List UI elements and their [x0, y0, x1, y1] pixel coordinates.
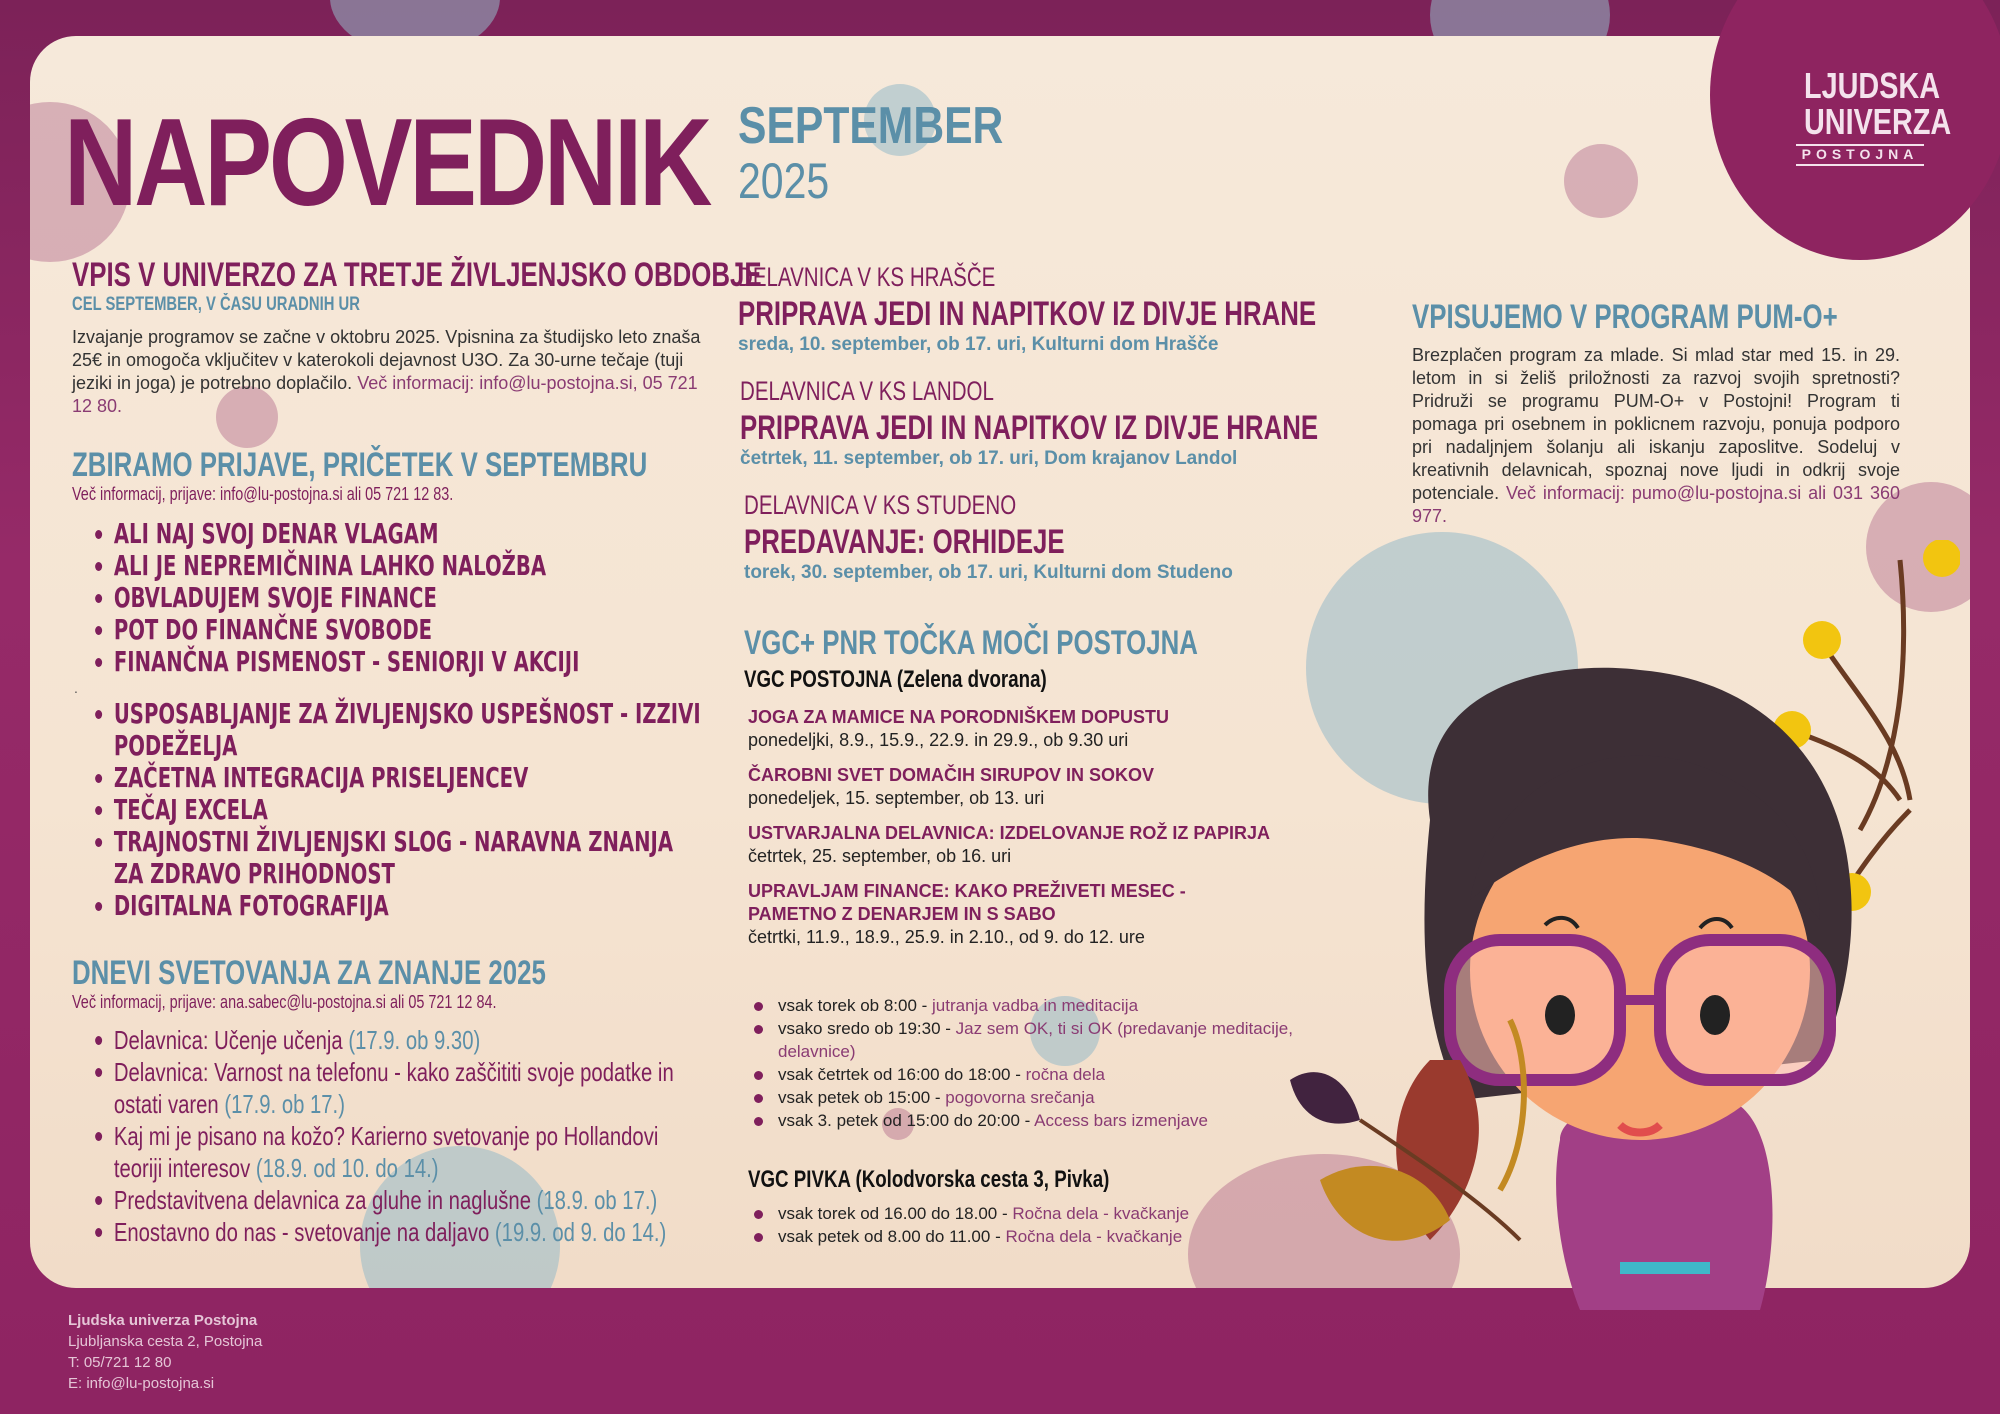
svetovanja-list: [92, 1024, 685, 1248]
ks-title: PREDAVANJE: ORHIDEJE: [744, 523, 1065, 561]
list-item: Delavnica: Učenje učenja (17.9. ob 9.30): [92, 1024, 685, 1056]
pumo-title: VPISUJEMO V PROGRAM PUM-O+: [1412, 298, 1838, 336]
list-item: ZAČETNA INTEGRACIJA PRISELJENCEV: [92, 762, 701, 794]
logo-line2: UNIVERZA: [1804, 101, 1952, 142]
list-item: vsak petek ob 15:00 - pogovorna srečanja: [750, 1086, 1310, 1109]
list-separator-dot: .: [74, 680, 78, 696]
ks-when: četrtek, 11. september, ob 17. uri, Dom krajanov Landol: [740, 448, 1238, 469]
list-item: TRAJNOSTNI ŽIVLJENJSKI SLOG - NARAVNA ZNANJA ZA ZDRAVO PRIHODNOST: [92, 826, 701, 890]
list-item: TEČAJ EXCELA: [92, 794, 701, 826]
logo: [1790, 65, 1952, 166]
vgc-postojna-heading: VGC POSTOJNA (Zelena dvorana): [744, 666, 1047, 693]
list-item: vsak torek ob 8:00 - jutranja vadba in meditacija: [750, 994, 1310, 1017]
list-item: Kaj mi je pisano na kožo? Karierno svetovanje po Hollandovi teoriji interesov (18.9. od 10. do 14.): [92, 1120, 685, 1184]
logo-line1: LJUDSKA: [1804, 65, 1941, 106]
pumo-text: [1412, 344, 1900, 528]
list-item: ALI JE NEPREMIČNINA LAHKO NALOŽBA: [92, 550, 579, 582]
list-item: POT DO FINANČNE SVOBODE: [92, 614, 579, 646]
list-item: vsak 3. petek od 15:00 do 20:00 - Access bars izmenjave: [750, 1109, 1310, 1132]
vgc-pivka-list: [750, 1202, 1310, 1248]
list-item: FINANČNA PISMENOST - SENIORJI V AKCIJI: [92, 646, 579, 678]
list-item: Delavnica: Varnost na telefonu - kako zaščititi svoje podatke in ostati varen (17.9. ob 17.): [92, 1056, 685, 1120]
svetovanja-title: DNEVI SVETOVANJA ZA ZNANJE 2025: [72, 954, 546, 992]
footer: [68, 1310, 262, 1394]
ks-studeno: [744, 490, 1233, 584]
ks-when: sreda, 10. september, ob 17. uri, Kulturni dom Hrašče: [738, 334, 1219, 355]
list-item: vsako sredo ob 19:30 - Jaz sem OK, ti si OK (predavanje meditacije, delavnice): [750, 1017, 1310, 1063]
ks-hrasce: [738, 262, 1499, 356]
footer-org-name: Ljudska univerza Postojna: [68, 1312, 258, 1329]
list-item: DIGITALNA FOTOGRAFIJA: [92, 890, 701, 922]
month-label: SEPTEMBER: [738, 97, 1004, 155]
vgc-events: [748, 706, 1348, 949]
footer-email[interactable]: E: info@lu-postojna.si: [68, 1375, 215, 1392]
svetovanja-subtitle: Več informacij, prijave: ana.sabec@lu-postojna.si ali 05 721 12 84.: [72, 992, 497, 1012]
vgc-event: USTVARJALNA DELAVNICA: IZDELOVANJE ROŽ IZ PAPIRJA četrtek, 25. september, ob 16. uri: [748, 823, 1271, 866]
year-label: 2025: [738, 153, 830, 209]
u3o-subtitle: CEL SEPTEMBER, V ČASU URADNIH UR: [72, 294, 360, 315]
prijave-list-1: [92, 518, 579, 678]
ks-landol: [740, 376, 1501, 470]
ks-title: PRIPRAVA JEDI IN NAPITKOV IZ DIVJE HRANE: [738, 295, 1317, 333]
bubble: [1564, 144, 1638, 218]
girl-illustration: [1260, 540, 1960, 1310]
u3o-description: Izvajanje programov se začne v oktobru 2025. Vpisnina za študijsko leto znaša 25€ in omogoča vključitev v katerokoli dejavnost U3O. Za 30-urne tečaje (tuji jeziki in joga) je potrebno doplačilo.: [72, 327, 701, 393]
ks-label: DELAVNICA V KS STUDENO: [744, 490, 1017, 520]
vgc-event: UPRAVLJAM FINANCE: KAKO PREŽIVETI MESEC - PAMETNO Z DENARJEM IN S SABO četrtki, 11.9., 18.9., 25.9. in 2.10., od 9. do 12. ure: [748, 881, 1186, 947]
ks-title: PRIPRAVA JEDI IN NAPITKOV IZ DIVJE HRANE: [740, 409, 1319, 447]
u3o-contact-link[interactable]: Več informacij: info@lu-postojna.si, 05 721 12 80.: [72, 373, 698, 416]
vgc-title: VGC+ PNR TOČKA MOČI POSTOJNA: [744, 624, 1198, 662]
list-item: USPOSABLJANJE ZA ŽIVLJENJSKO USPEŠNOST - IZZIVI PODEŽELJA: [92, 698, 701, 762]
pumo-contact-link[interactable]: Več informacij: pumo@lu-postojna.si ali 031 360 977.: [1412, 483, 1900, 526]
prijave-subtitle: Več informacij, prijave: info@lu-postojna.si ali 05 721 12 83.: [72, 484, 454, 504]
page-title: NAPOVEDNIK: [64, 94, 710, 232]
vgc-event: ČAROBNI SVET DOMAČIH SIRUPOV IN SOKOV ponedeljek, 15. september, ob 13. uri: [748, 765, 1155, 808]
list-item: OBVLADUJEM SVOJE FINANCE: [92, 582, 579, 614]
vgc-pivka-heading: VGC PIVKA (Kolodvorska cesta 3, Pivka): [748, 1166, 1110, 1193]
u3o-title: VPIS V UNIVERZO ZA TRETJE ŽIVLJENJSKO OBDOBJE: [72, 256, 762, 294]
prijave-list-2: [92, 698, 701, 922]
u3o-text: [72, 326, 702, 418]
list-item: vsak petek od 8.00 do 11.00 - Ročna dela - kvačkanje: [750, 1225, 1310, 1248]
list-item: Predstavitvena delavnica za gluhe in naglušne (18.9. ob 17.): [92, 1184, 685, 1216]
ks-label: DELAVNICA V KS HRAŠČE: [738, 262, 996, 292]
list-item: vsak četrtek od 16:00 do 18:00 - ročna dela: [750, 1063, 1310, 1086]
list-item: ALI NAJ SVOJ DENAR VLAGAM: [92, 518, 579, 550]
footer-address: Ljubljanska cesta 2, Postojna: [68, 1333, 263, 1350]
list-item: vsak torek od 16.00 do 18.00 - Ročna dela - kvačkanje: [750, 1202, 1310, 1225]
vgc-event: JOGA ZA MAMICE NA PORODNIŠKEM DOPUSTU ponedeljki, 8.9., 15.9., 22.9. in 29.9., ob 9.30 uri: [748, 707, 1170, 750]
ks-when: torek, 30. september, ob 17. uri, Kulturni dom Studeno: [744, 562, 1233, 583]
pumo-description: Brezplačen program za mlade. Si mlad star med 15. in 29. letom in si želiš priložnosti za razvoj svojih spretnosti? Pridruži se programu PUM-O+ v Postojni! Program ti pomaga pri osebnem in poklicnem razvoju, ponuja podporo pri nadaljnjem šolanju ali iskanju zaposlitve. Sodeluj v kreativnih delavnicah, spoznaj nove ljudi in odkrij svoje potenciale.: [1412, 345, 1900, 503]
ks-label: DELAVNICA V KS LANDOL: [740, 376, 994, 406]
prijave-title: ZBIRAMO PRIJAVE, PRIČETEK V SEPTEMBRU: [72, 446, 648, 484]
vgc-weekly-list: [750, 994, 1310, 1132]
logo-line3: POSTOJNA: [1801, 146, 1919, 162]
list-item: Enostavno do nas - svetovanje na daljavo (19.9. od 9. do 14.): [92, 1216, 685, 1248]
footer-phone: T: 05/721 12 80: [68, 1354, 172, 1371]
